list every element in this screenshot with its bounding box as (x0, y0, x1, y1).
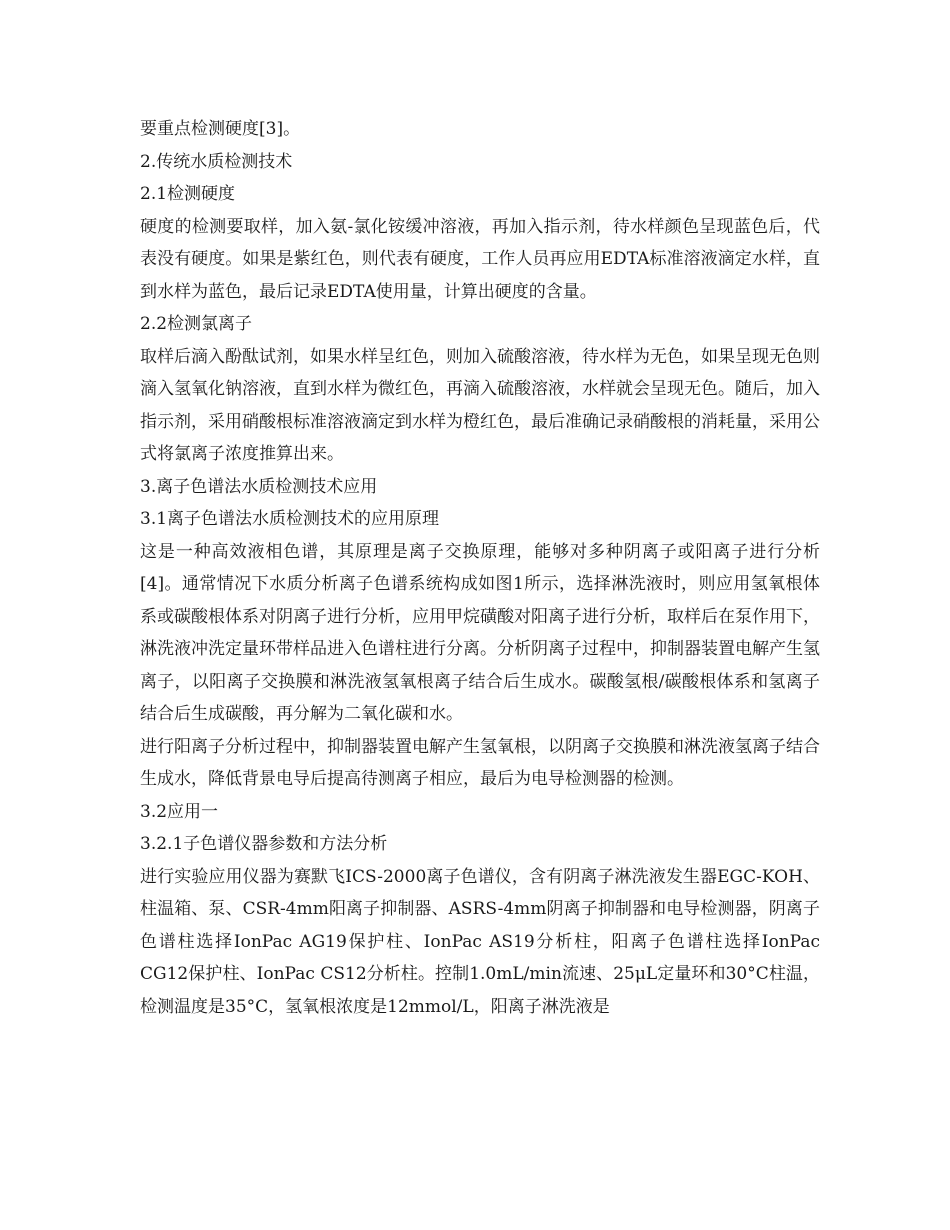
subsection-heading: 2.2检测氯离子 (140, 314, 253, 334)
section-heading: 2.传统水质检测技术 (140, 151, 293, 172)
subsubsection-heading: 3.2.1子色谱仪器参数和方法分析 (140, 834, 388, 854)
subsection-heading: 3.1离子色谱法水质检测技术的应用原理 (140, 509, 440, 529)
body-paragraph: 进行实验应用仪器为赛默飞ICS-2000离子色谱仪，含有阴离子淋洗液发生器EGC-KOH、柱温箱、泵、CSR-4mm阳离子抑制器、ASRS-4mm阴离子抑制器和电导检测器，阴离子色谱柱选择IonPac AG19保护柱、IonPac AS19分析柱，阳离子色谱柱选择IonPac CG12保护柱、IonPac CS12分析柱。控制1.0mL/min流速、25μL定量环和30°C柱温，检测温度是35°C，氢氧根浓度是12mmol/L，阳离子淋洗液是 (140, 866, 820, 1017)
body-paragraph: 这是一种高效液相色谱，其原理是离子交换原理，能够对多种阴离子或阳离子进行分析[4]。通常情况下水质分析离子色谱系统构成如图1所示，选择淋洗液时，则应用氢氧根体系或碳酸根体系对阴离子进行分析，应用甲烷磺酸对阳离子进行分析，取样后在泵作用下，淋洗液冲洗定量环带样品进入色谱柱进行分离。分析阴离子过程中，抑制器装置电解产生氢离子，以阳离子交换膜和淋洗液氢氧根离子结合后生成水。碳酸氢根/碳酸根体系和氢离子结合后生成碳酸，再分解为二氧化碳和水。 (140, 541, 820, 724)
subsection-heading: 2.1检测硬度 (140, 184, 236, 204)
subsection-heading: 3.2应用一 (140, 801, 219, 822)
body-paragraph: 硬度的检测要取样，加入氨-氯化铵缓冲溶液，再加入指示剂，待水样颜色呈现蓝色后，代表没有硬度。如果是紫红色，则代表有硬度，工作人员再应用EDTA标准溶液滴定水样，直到水样为蓝色，最后记录EDTA使用量，计算出硬度的含量。 (140, 216, 820, 302)
document-body (140, 113, 820, 1023)
body-paragraph: 取样后滴入酚酞试剂，如果水样呈红色，则加入硫酸溶液，待水样为无色，如果呈现无色则滴入氢氧化钠溶液，直到水样为微红色，再滴入硫酸溶液，水样就会呈现无色。随后，加入指示剂，采用硝酸根标准溶液滴定到水样为橙红色，最后准确记录硝酸根的消耗量，采用公式将氯离子浓度推算出来。 (140, 346, 820, 464)
section-heading: 3.离子色谱法水质检测技术应用 (140, 476, 378, 497)
body-paragraph: 进行阳离子分析过程中，抑制器装置电解产生氢氧根，以阴离子交换膜和淋洗液氢离子结合生成水，降低背景电导后提高待测离子相应，最后为电导检测器的检测。 (140, 736, 820, 789)
body-paragraph: 要重点检测硬度[3]。 (140, 119, 301, 139)
